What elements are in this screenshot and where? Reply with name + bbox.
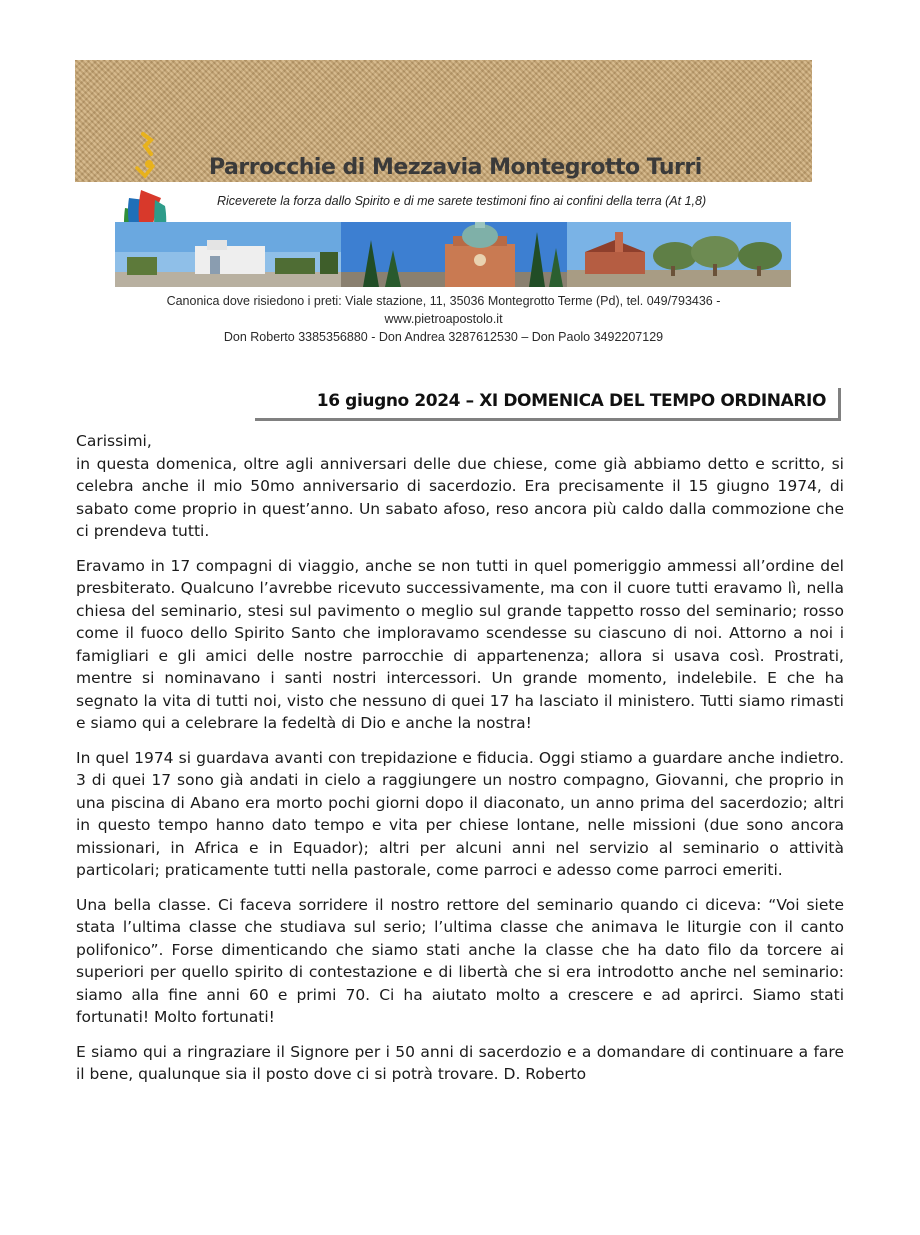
parish-motto: Riceverete la forza dallo Spirito e di me sarete testimoni fino ai confini della terra (At 1,8): [217, 194, 707, 208]
date-title-box: [255, 388, 841, 421]
letter-paragraph: Eravamo in 17 compagni di viaggio, anche se non tutti in quel pomeriggio ammessi all’ordine del presbiterato. Qualcuno l’avrebbe ricevuto successivamente, ma con il cuore tutti eravamo lì, nella chiesa del seminario, stesi sul pavimento o meglio sul grande tappetto rosso del seminario; rosso come il fuoco dello Spirito Santo che imploravamo scendesse su ciascuno di noi. Attorno a noi i famigliari e gli amici delle nostre parrocchie di appartenenza; allora si usava così. Prostrati, mentre si nominavano i santi nostri intercessori. Un grande momento, indelebile. E che ha segnato la vita di tutti noi, visto che nessuno di quei 17 ha lasciato il ministero. Tutti siamo rimasti e siamo qui a celebrare la fedeltà di Dio e anche la nostra!: [76, 556, 844, 732]
letter-paragraph: in questa domenica, oltre agli anniversari delle due chiese, come già abbiamo detto e scritto, si celebra anche il mio 50mo anniversario di sacerdozio. Era precisamente il 15 giugno 1974, di sabato come proprio in quest’anno. Un sabato afoso, reso ancora più caldo dalla commozione che ci prendeva tutti.: [76, 454, 844, 540]
contact-website-line: www.pietroapostolo.it: [384, 312, 503, 326]
church-mezzavia-photo: [115, 222, 341, 287]
letter-paragraph: In quel 1974 si guardava avanti con trepidazione e fiducia. Oggi stiamo a guardare anche indietro. 3 di quei 17 sono già andati in cielo a raggiungere un nostro compagno, Giovanni, che proprio in una piscina di Abano era morto pochi giorni dopo il diaconato, un anno prima del sacerdozio; altri in questo tempo hanno dato tempo e vita per chiese lontane, nelle missioni (due sono ancora missionari, in Africa e in Equador); altri per alcuni anni nel servizio al seminario o attività particolari; praticamente tutti nella pastorale, come parroci e adesso come parroci emeriti.: [76, 748, 844, 879]
letter-paragraph: E siamo qui a ringraziare il Signore per i 50 anni di sacerdozio e a domandare di continuare a fare il bene, qualunque sia il posto dove ci si potrà trovare. D. Roberto: [76, 1042, 844, 1083]
churches-photo-strip: [115, 222, 791, 287]
date-title: 16 giugno 2024 – XI DOMENICA DEL TEMPO ORDINARIO: [316, 391, 826, 411]
letter-paragraph: Una bella classe. Ci faceva sorridere il nostro rettore del seminario quando ci diceva: “Voi siete stata l’ultima classe che studiava sul serio; l’ultima classe che animava le liturgie con il canto polifonico”. Forse dimenticando che siamo stati anche la classe che ha dato filo da torcere ai superiori per quello spirito di contestazione e di libertà che si era introdotto anche nel seminario: siamo alla fine anni 60 e primi 70. Ci ha aiutato molto a crescere e ad aprirci. Siamo stati fortunati! Molto fortunati!: [76, 895, 844, 1026]
contact-priests-line: Don Roberto 3385356880 - Don Andrea 3287612530 – Don Paolo 3492207129: [223, 330, 664, 344]
parish-header-banner: [75, 60, 812, 287]
parish-title: Parrocchie di Mezzavia Montegrotto Turri: [209, 155, 702, 180]
letter-body: [76, 430, 844, 1098]
contact-address-line: Canonica dove risiedono i preti: Viale stazione, 11, 35036 Montegrotto Terme (Pd), tel. 049/793436 -: [166, 294, 721, 308]
contact-info: [75, 292, 812, 346]
letter-greeting: Carissimi,: [76, 432, 152, 450]
church-montegrotto-photo: [341, 222, 567, 287]
church-turri-photo: [567, 222, 791, 287]
